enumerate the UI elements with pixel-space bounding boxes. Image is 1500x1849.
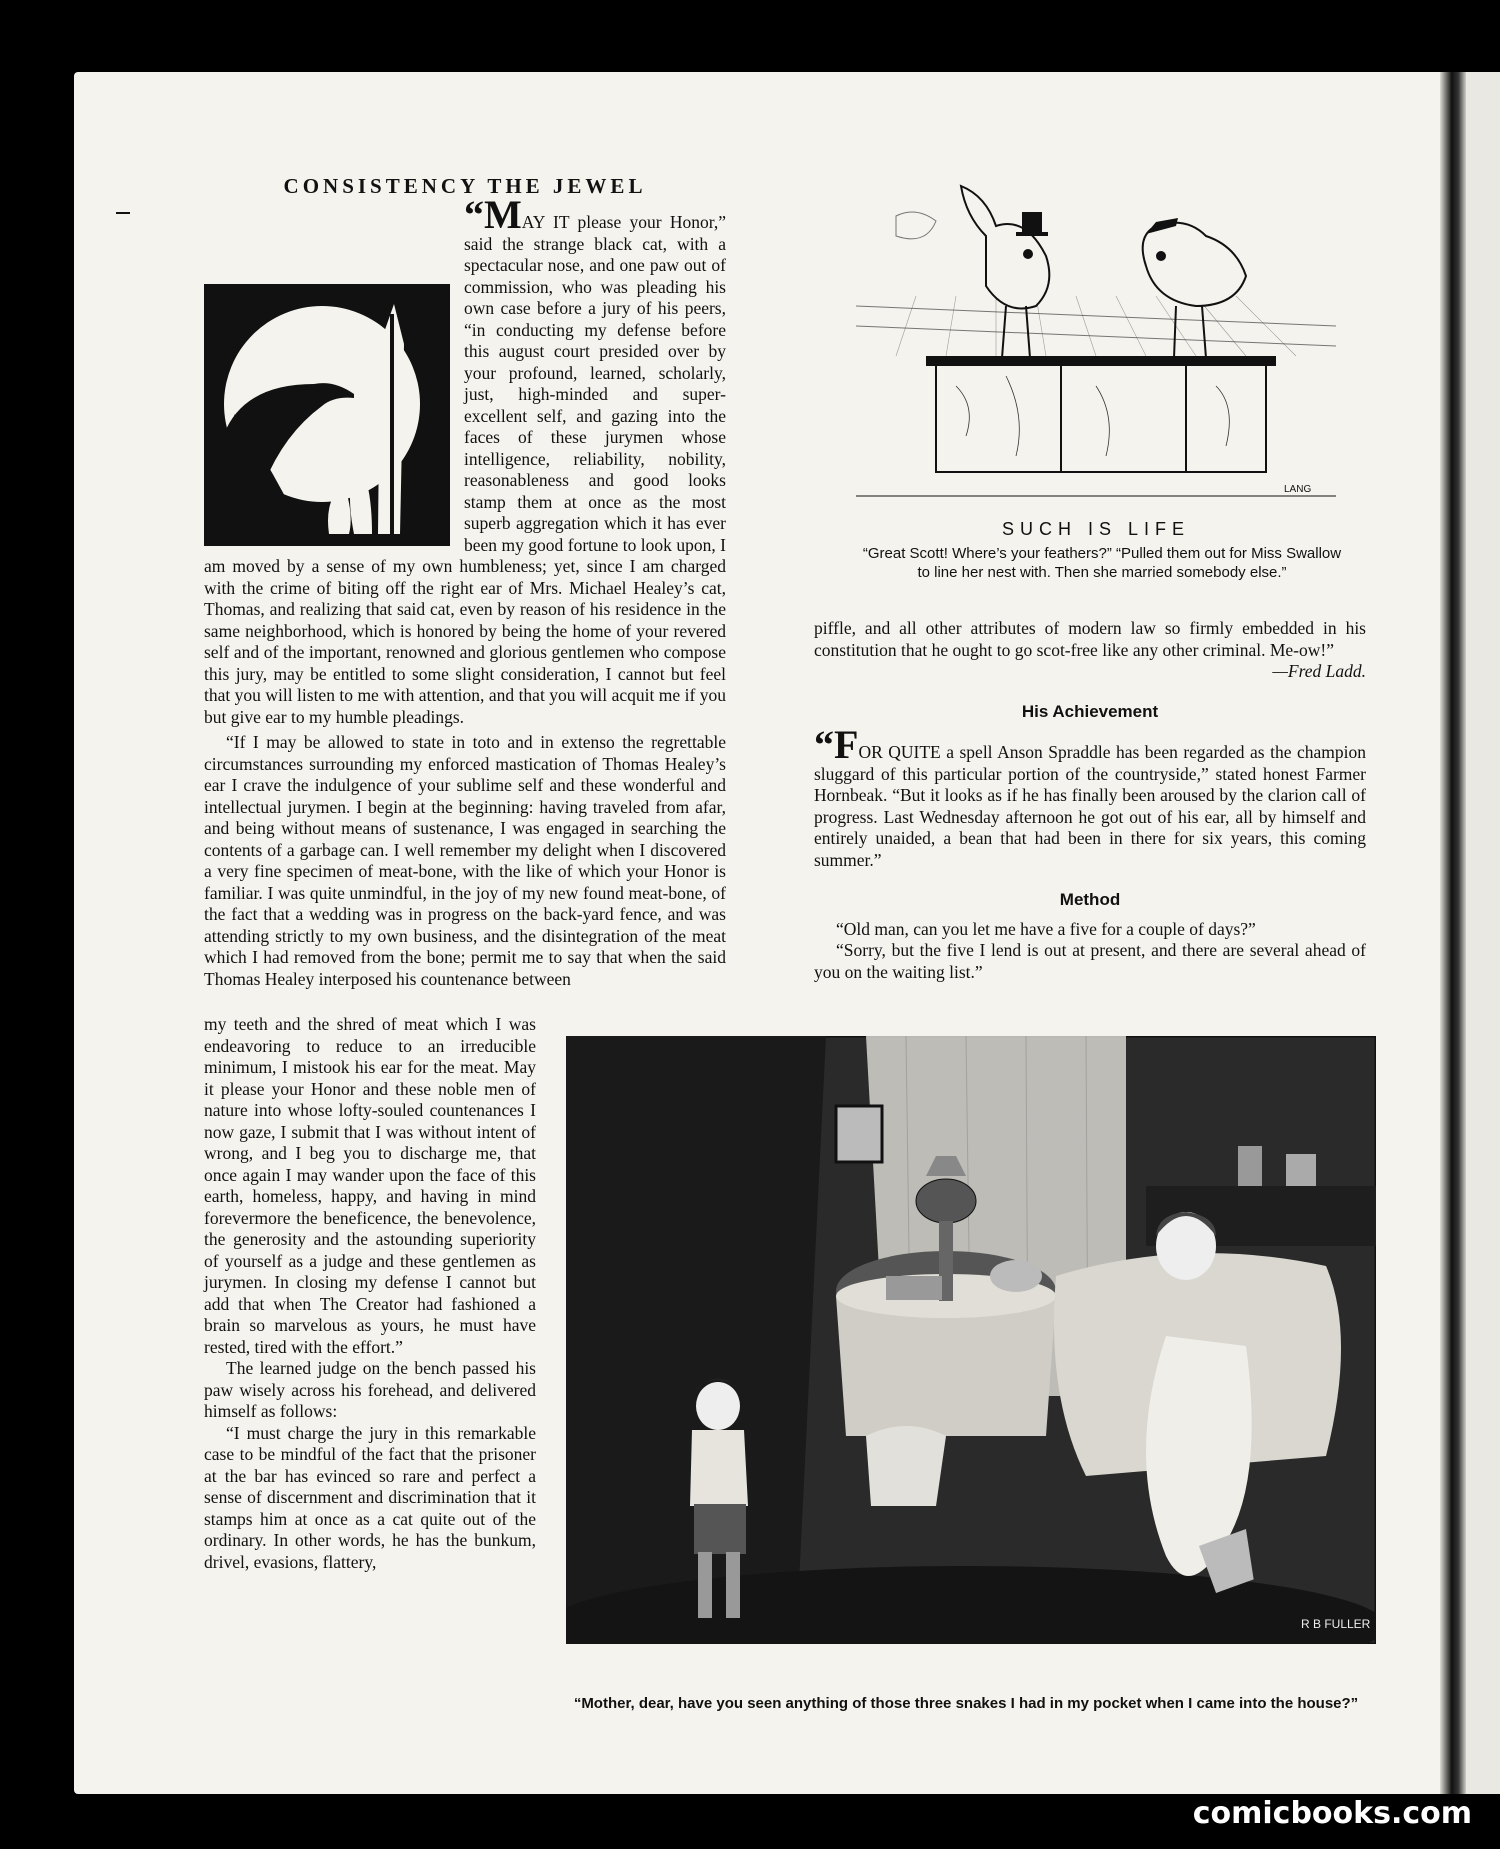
- cartoon2-signature: R B FULLER: [1301, 1617, 1371, 1631]
- mother-and-boy-cartoon: [566, 1036, 1376, 1644]
- article3-title: Method: [1059, 890, 1121, 909]
- cartoon1-title: SUCH IS LIFE: [1001, 519, 1191, 539]
- cartoon1-caption: “Great Scott! Where’s your feathers?” “Pulled them out for Miss Swallow to line her nest with. Then she married somebody else.”: [862, 545, 1342, 581]
- article1-continuation-column: [204, 1014, 536, 1573]
- article3-line2: “Sorry, but the five I lend is out at present, and there are several ahead of you on the waiting list.”: [814, 940, 1366, 982]
- article1-byline: —Fred Ladd.: [1272, 661, 1366, 681]
- cartoon1-signature: LANG: [1284, 484, 1312, 495]
- article1-para4: “I must charge the jury in this remarkable case to be mindful of the fact that the prisoner at the bar has evinced so rare and perfect a sense of discernment and discrimination that it stamps him at once as a cat quite out of the ordinary. In other words, he has the bunkum, drivel, evasions, flattery,: [204, 1422, 536, 1572]
- article1-lead: “MAY IT please your Honor,” said the strange black cat, with a spectacular nose, and one paw out of commission, who was pleading his own case before a jury of his peers, “in conducting my defense before this august court presided over by your profound, learned, scholarly, just, high-minded and super-excellent self, and gazing into the faces of these jurymen whose intelligence, reliability, nobility, reasonableness and good looks stamp them at once as the most superb aggregation which it has ever been my good fortune to look upon, I am moved by a sense of my own humbleness; yet, since I am charged with the crime of biting off the right ear of Mrs. Michael Healey’s cat, Thomas, and realizing that said cat, even by reason of his residence in the same neighborhood, which is honored by being the home of your revered self and of the important, renowned and glorious gentlemen who compose this jury, may be entitled to some slight consideration, I cannot but feel that you will listen to me with attention, and that you will acquit me if you but give ear to my humble pleadings.: [204, 192, 726, 727]
- article1-para2-cont: my teeth and the shred of meat which I was endeavoring to reduce to an irreducible minimum, I mistook his ear for the meat. May it please your Honor and these noble men of nature into whose lofty-souled countenances I now gaze, I submit that I was without intent of wrong, and I beg you to discharge me, that once again I may wander upon the face of this earth, homeless, happy, and having in mind forevermore the beneficence, the benevolence, the generosity and the astounding superiority of yourself as a judge and these gentlemen as jurymen. In closing my defense I cannot but add that when The Creator had fashioned a brain so marvelous as yours, he must have rested, tired with the effort.”: [204, 1014, 536, 1357]
- watermark: comicbooks.com: [1192, 1796, 1472, 1831]
- article2-text: “FOR QUITE a spell Anson Spraddle has been regarded as the champion sluggard of this particular portion of the countryside,” stated honest Farmer Hornbeak. “But it looks as if he has finally been aroused by the clarion call of progress. Last Wednesday afternoon he got out of his ear, all by himself and entirely unaided, a bean that had been in there for six years, this coming summer.”: [814, 722, 1366, 870]
- article2-title: His Achievement: [1021, 701, 1159, 721]
- cartoon2-caption: “Mother, dear, have you seen anything of those three snakes I had in my pocket when I came into the house?”: [573, 1695, 1359, 1712]
- article3-line1: “Old man, can you let me have a five for a couple of days?”: [836, 918, 1256, 939]
- article1-para4-cont: piffle, and all other attributes of modern law so firmly embedded in his constitution that he ought to go scot-free like any other criminal. Me-ow!”: [814, 618, 1366, 660]
- article1-para2: “If I may be allowed to state in toto and in extenso the regrettable circumstances surrounding my enforced mastication of Thomas Healey’s ear I crave the indulgence of your sublime self and these wonderful and intellectual jurymen. I begin at the beginning: having traveled from afar, and being without means of sustenance, I was engaged in searching the contents of a garbage can. I well remember my delight when I discovered a very fine specimen of meat-bone, with the like of which your Honor is familiar. I was quite unmindful, in the joy of my new found meat-bone, of the fact that a wedding was in progress on the back-yard fence, and was attending strictly to my own business, and the disintegration of the meat which I had removed from the bone; permit me to say that when the said Thomas Healey interposed his countenance between: [204, 732, 726, 989]
- article-title-consistency: CONSISTENCY THE JEWEL: [283, 174, 647, 198]
- article1-para3: The learned judge on the bench passed his paw wisely across his forehead, and delivered himself as follows:: [204, 1358, 536, 1421]
- book-spine: [1440, 72, 1466, 1794]
- right-text-column: [814, 618, 1366, 983]
- next-page-edge: [1466, 72, 1500, 1794]
- bird-moon-woodcut: [204, 284, 450, 546]
- margin-mark: [116, 212, 130, 214]
- birds-on-fence-cartoon: [856, 176, 1336, 514]
